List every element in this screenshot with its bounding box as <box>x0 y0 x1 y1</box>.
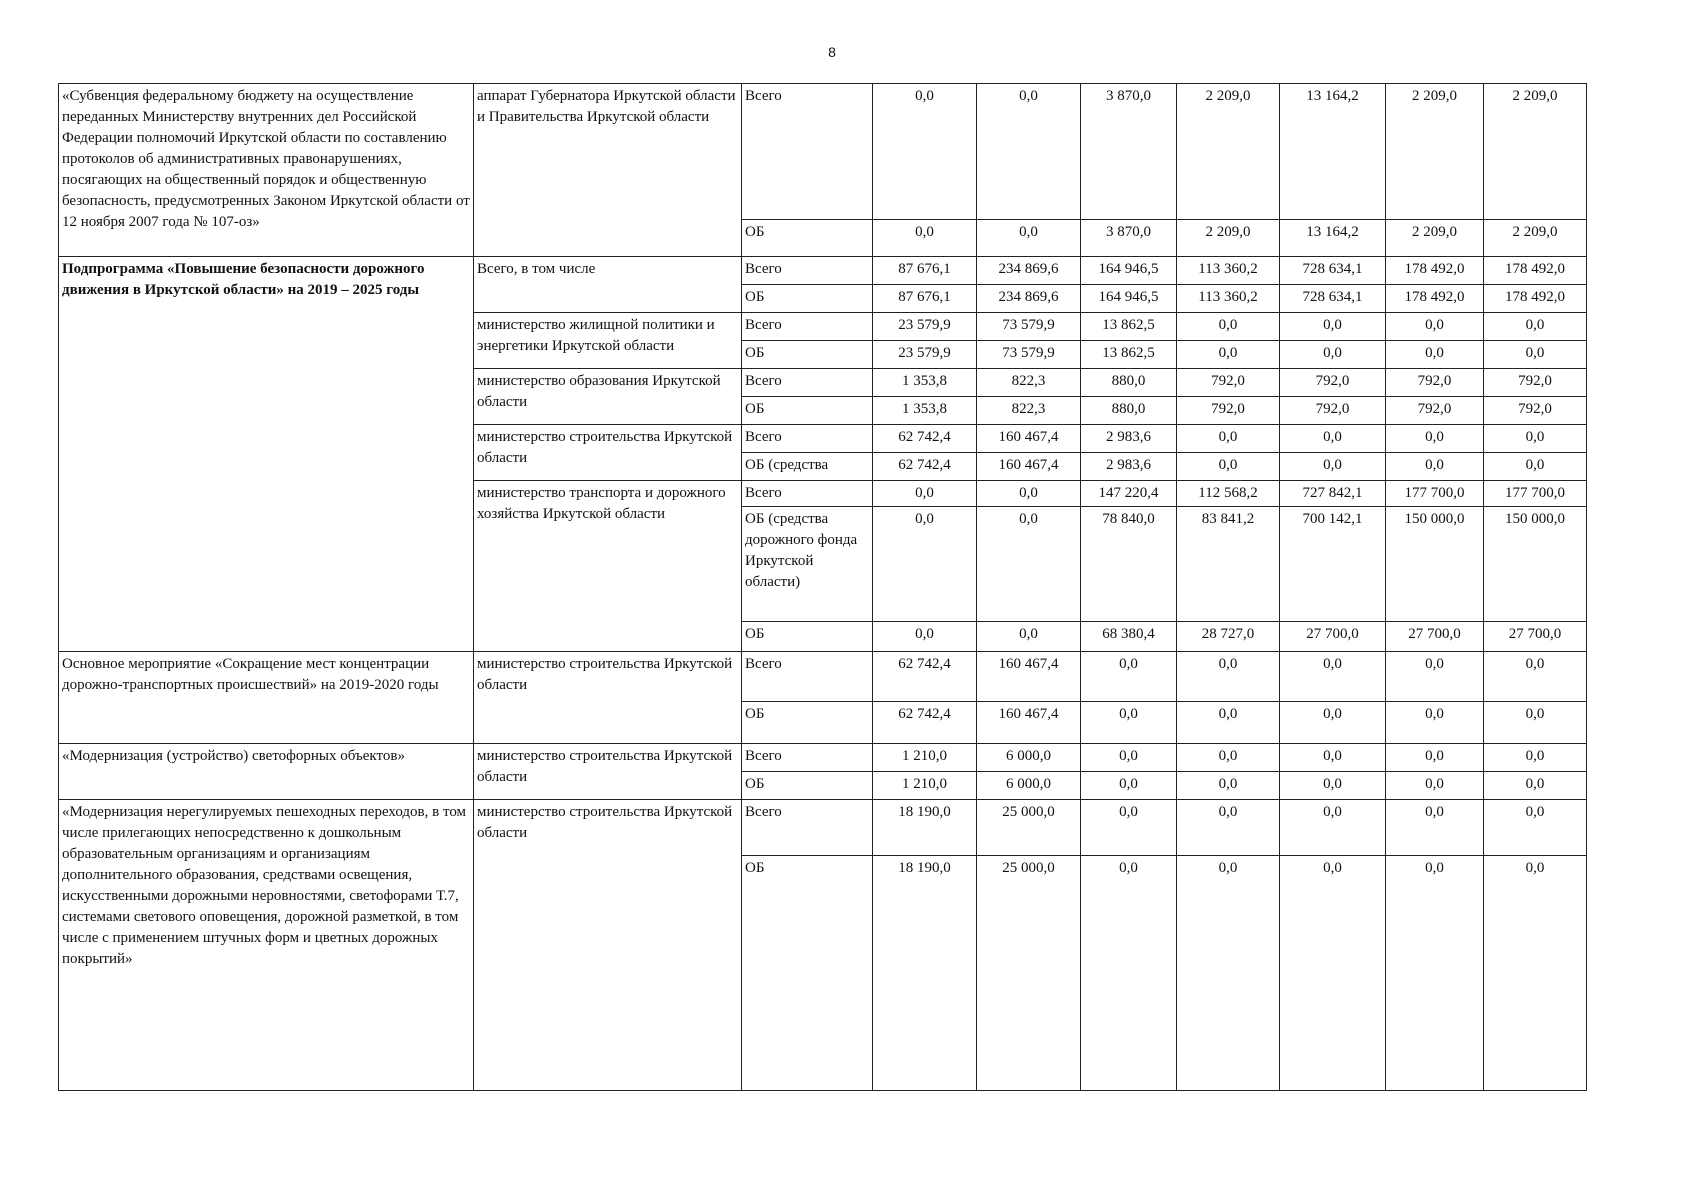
value-cell: 62 742,4 <box>873 701 977 743</box>
value-cell: 23 579,9 <box>873 340 977 368</box>
value-cell: 164 946,5 <box>1081 256 1177 284</box>
value-cell: 27 700,0 <box>1484 621 1587 651</box>
value-cell: 28 727,0 <box>1177 621 1280 651</box>
value-cell: 2 209,0 <box>1386 220 1484 256</box>
value-cell: 0,0 <box>977 84 1081 220</box>
value-cell: 2 209,0 <box>1484 84 1587 220</box>
value-cell: 68 380,4 <box>1081 621 1177 651</box>
table-row <box>59 651 1587 701</box>
value-cell: 178 492,0 <box>1386 256 1484 284</box>
value-cell: 0,0 <box>1280 800 1386 856</box>
value-cell: 0,0 <box>1081 651 1177 701</box>
value-cell: 62 742,4 <box>873 453 977 481</box>
value-cell: 83 841,2 <box>1177 507 1280 621</box>
value-cell: 0,0 <box>1484 312 1587 340</box>
value-cell: 18 190,0 <box>873 856 977 1091</box>
table-row <box>59 800 1587 856</box>
value-cell: 160 467,4 <box>977 651 1081 701</box>
source-cell: ОБ (средства <box>742 453 873 481</box>
value-cell: 0,0 <box>1484 701 1587 743</box>
value-cell: 0,0 <box>1177 651 1280 701</box>
value-cell: 0,0 <box>1177 701 1280 743</box>
value-cell: 0,0 <box>1177 771 1280 799</box>
value-cell: 23 579,9 <box>873 312 977 340</box>
value-cell: 87 676,1 <box>873 256 977 284</box>
value-cell: 792,0 <box>1386 396 1484 424</box>
source-cell: ОБ <box>742 701 873 743</box>
source-cell: ОБ <box>742 220 873 256</box>
value-cell: 2 209,0 <box>1177 220 1280 256</box>
executor-cell: министерство строительства Иркутской области <box>474 743 742 799</box>
value-cell: 0,0 <box>1177 340 1280 368</box>
value-cell: 2 209,0 <box>1484 220 1587 256</box>
executor-cell: министерство образования Иркутской области <box>474 368 742 424</box>
executor-cell: аппарат Губернатора Иркутской области и Правительства Иркутской области <box>474 84 742 257</box>
measure-title: «Модернизация нерегулируемых пешеходных переходов, в том числе прилегающих непосредственно к дошкольным образовательным организациям и организациям дополнительного образования, средствами освещения, искусственными дорожными неровностями, светофорами Т.7, системами светового оповещения, дорожной разметкой, в том числе с применением штучных форм и цветных дорожных покрытий» <box>59 800 474 1091</box>
value-cell: 0,0 <box>873 84 977 220</box>
value-cell: 822,3 <box>977 368 1081 396</box>
table-row <box>59 256 1587 284</box>
value-cell: 2 983,6 <box>1081 453 1177 481</box>
value-cell: 177 700,0 <box>1484 481 1587 507</box>
value-cell: 0,0 <box>1484 651 1587 701</box>
source-cell: Всего <box>742 651 873 701</box>
value-cell: 880,0 <box>1081 368 1177 396</box>
value-cell: 0,0 <box>1280 312 1386 340</box>
value-cell: 792,0 <box>1484 396 1587 424</box>
value-cell: 0,0 <box>1386 771 1484 799</box>
value-cell: 727 842,1 <box>1280 481 1386 507</box>
value-cell: 0,0 <box>1386 453 1484 481</box>
value-cell: 13 862,5 <box>1081 340 1177 368</box>
value-cell: 792,0 <box>1484 368 1587 396</box>
value-cell: 0,0 <box>977 507 1081 621</box>
value-cell: 160 467,4 <box>977 701 1081 743</box>
value-cell: 113 360,2 <box>1177 256 1280 284</box>
value-cell: 0,0 <box>1177 800 1280 856</box>
value-cell: 0,0 <box>1177 312 1280 340</box>
source-cell: ОБ <box>742 621 873 651</box>
value-cell: 0,0 <box>1081 701 1177 743</box>
value-cell: 234 869,6 <box>977 284 1081 312</box>
source-cell: ОБ <box>742 340 873 368</box>
value-cell: 0,0 <box>977 481 1081 507</box>
value-cell: 112 568,2 <box>1177 481 1280 507</box>
budget-table <box>58 83 1587 1091</box>
value-cell: 792,0 <box>1177 368 1280 396</box>
value-cell: 0,0 <box>1484 856 1587 1091</box>
measure-title: «Субвенция федеральному бюджету на осуществление переданных Министерству внутренних дел Российской Федерации полномочий Иркутской области по составлению протоколов об административных правонарушениях, посягающих на общественный порядок и общественную безопасность, предусмотренных Законом Иркутской области от 12 ноября 2007 года № 107-оз» <box>59 84 474 257</box>
measure-title: «Модернизация (устройство) светофорных объектов» <box>59 743 474 799</box>
source-cell: Всего <box>742 256 873 284</box>
value-cell: 0,0 <box>1280 856 1386 1091</box>
subprogram-title: Подпрограмма «Повышение безопасности дорожного движения в Иркутской области» на 2019 – 2025 годы <box>59 256 474 651</box>
value-cell: 822,3 <box>977 396 1081 424</box>
executor-cell: министерство транспорта и дорожного хозяйства Иркутской области <box>474 481 742 651</box>
value-cell: 0,0 <box>1484 743 1587 771</box>
value-cell: 113 360,2 <box>1177 284 1280 312</box>
source-cell: ОБ <box>742 856 873 1091</box>
value-cell: 3 870,0 <box>1081 220 1177 256</box>
source-cell: ОБ <box>742 771 873 799</box>
value-cell: 1 210,0 <box>873 743 977 771</box>
value-cell: 0,0 <box>1386 340 1484 368</box>
value-cell: 2 209,0 <box>1177 84 1280 220</box>
value-cell: 0,0 <box>1177 856 1280 1091</box>
source-cell: ОБ <box>742 396 873 424</box>
value-cell: 700 142,1 <box>1280 507 1386 621</box>
value-cell: 27 700,0 <box>1280 621 1386 651</box>
value-cell: 73 579,9 <box>977 312 1081 340</box>
value-cell: 0,0 <box>1280 771 1386 799</box>
value-cell: 160 467,4 <box>977 453 1081 481</box>
value-cell: 164 946,5 <box>1081 284 1177 312</box>
source-cell: Всего <box>742 84 873 220</box>
value-cell: 0,0 <box>1280 651 1386 701</box>
value-cell: 728 634,1 <box>1280 284 1386 312</box>
value-cell: 147 220,4 <box>1081 481 1177 507</box>
value-cell: 234 869,6 <box>977 256 1081 284</box>
value-cell: 62 742,4 <box>873 651 977 701</box>
value-cell: 0,0 <box>1280 743 1386 771</box>
value-cell: 0,0 <box>873 481 977 507</box>
source-cell: Всего <box>742 368 873 396</box>
value-cell: 0,0 <box>873 621 977 651</box>
value-cell: 0,0 <box>873 507 977 621</box>
value-cell: 160 467,4 <box>977 424 1081 452</box>
value-cell: 0,0 <box>1177 743 1280 771</box>
value-cell: 0,0 <box>1386 424 1484 452</box>
value-cell: 792,0 <box>1280 396 1386 424</box>
value-cell: 13 862,5 <box>1081 312 1177 340</box>
value-cell: 0,0 <box>1081 800 1177 856</box>
value-cell: 0,0 <box>1484 424 1587 452</box>
value-cell: 792,0 <box>1280 368 1386 396</box>
value-cell: 0,0 <box>1386 651 1484 701</box>
table-row <box>59 84 1587 220</box>
measure-title: Основное мероприятие «Сокращение мест концентрации дорожно-транспортных происшествий» на 2019-2020 годы <box>59 651 474 743</box>
value-cell: 0,0 <box>1386 856 1484 1091</box>
value-cell: 13 164,2 <box>1280 84 1386 220</box>
value-cell: 0,0 <box>1280 424 1386 452</box>
value-cell: 0,0 <box>1386 743 1484 771</box>
value-cell: 0,0 <box>1484 800 1587 856</box>
value-cell: 0,0 <box>1484 771 1587 799</box>
page-number: 8 <box>828 44 836 60</box>
value-cell: 0,0 <box>1386 701 1484 743</box>
value-cell: 1 353,8 <box>873 368 977 396</box>
value-cell: 6 000,0 <box>977 771 1081 799</box>
value-cell: 1 353,8 <box>873 396 977 424</box>
value-cell: 0,0 <box>1484 340 1587 368</box>
value-cell: 0,0 <box>1177 453 1280 481</box>
value-cell: 13 164,2 <box>1280 220 1386 256</box>
value-cell: 0,0 <box>1280 701 1386 743</box>
value-cell: 25 000,0 <box>977 856 1081 1091</box>
source-cell: Всего <box>742 424 873 452</box>
source-cell: ОБ <box>742 284 873 312</box>
value-cell: 0,0 <box>1280 453 1386 481</box>
value-cell: 3 870,0 <box>1081 84 1177 220</box>
value-cell: 0,0 <box>1280 340 1386 368</box>
value-cell: 0,0 <box>1386 800 1484 856</box>
value-cell: 0,0 <box>1386 312 1484 340</box>
value-cell: 150 000,0 <box>1484 507 1587 621</box>
executor-cell: Всего, в том числе <box>474 256 742 312</box>
value-cell: 0,0 <box>873 220 977 256</box>
value-cell: 178 492,0 <box>1484 256 1587 284</box>
executor-cell: министерство жилищной политики и энергетики Иркутской области <box>474 312 742 368</box>
table-row <box>59 743 1587 771</box>
value-cell: 0,0 <box>1081 771 1177 799</box>
value-cell: 27 700,0 <box>1386 621 1484 651</box>
value-cell: 87 676,1 <box>873 284 977 312</box>
source-cell: Всего <box>742 743 873 771</box>
value-cell: 178 492,0 <box>1484 284 1587 312</box>
executor-cell: министерство строительства Иркутской области <box>474 800 742 1091</box>
value-cell: 728 634,1 <box>1280 256 1386 284</box>
value-cell: 150 000,0 <box>1386 507 1484 621</box>
value-cell: 1 210,0 <box>873 771 977 799</box>
source-cell: Всего <box>742 481 873 507</box>
value-cell: 0,0 <box>977 220 1081 256</box>
value-cell: 792,0 <box>1386 368 1484 396</box>
value-cell: 792,0 <box>1177 396 1280 424</box>
value-cell: 2 983,6 <box>1081 424 1177 452</box>
value-cell: 18 190,0 <box>873 800 977 856</box>
value-cell: 178 492,0 <box>1386 284 1484 312</box>
source-cell: Всего <box>742 800 873 856</box>
value-cell: 78 840,0 <box>1081 507 1177 621</box>
value-cell: 73 579,9 <box>977 340 1081 368</box>
value-cell: 0,0 <box>1484 453 1587 481</box>
value-cell: 0,0 <box>1081 743 1177 771</box>
executor-cell: министерство строительства Иркутской области <box>474 424 742 480</box>
source-cell: ОБ (средства дорожного фонда Иркутской области) <box>742 507 873 621</box>
value-cell: 6 000,0 <box>977 743 1081 771</box>
value-cell: 0,0 <box>1081 856 1177 1091</box>
value-cell: 0,0 <box>1177 424 1280 452</box>
value-cell: 25 000,0 <box>977 800 1081 856</box>
value-cell: 0,0 <box>977 621 1081 651</box>
value-cell: 62 742,4 <box>873 424 977 452</box>
value-cell: 2 209,0 <box>1386 84 1484 220</box>
value-cell: 177 700,0 <box>1386 481 1484 507</box>
executor-cell: министерство строительства Иркутской области <box>474 651 742 743</box>
source-cell: Всего <box>742 312 873 340</box>
value-cell: 880,0 <box>1081 396 1177 424</box>
